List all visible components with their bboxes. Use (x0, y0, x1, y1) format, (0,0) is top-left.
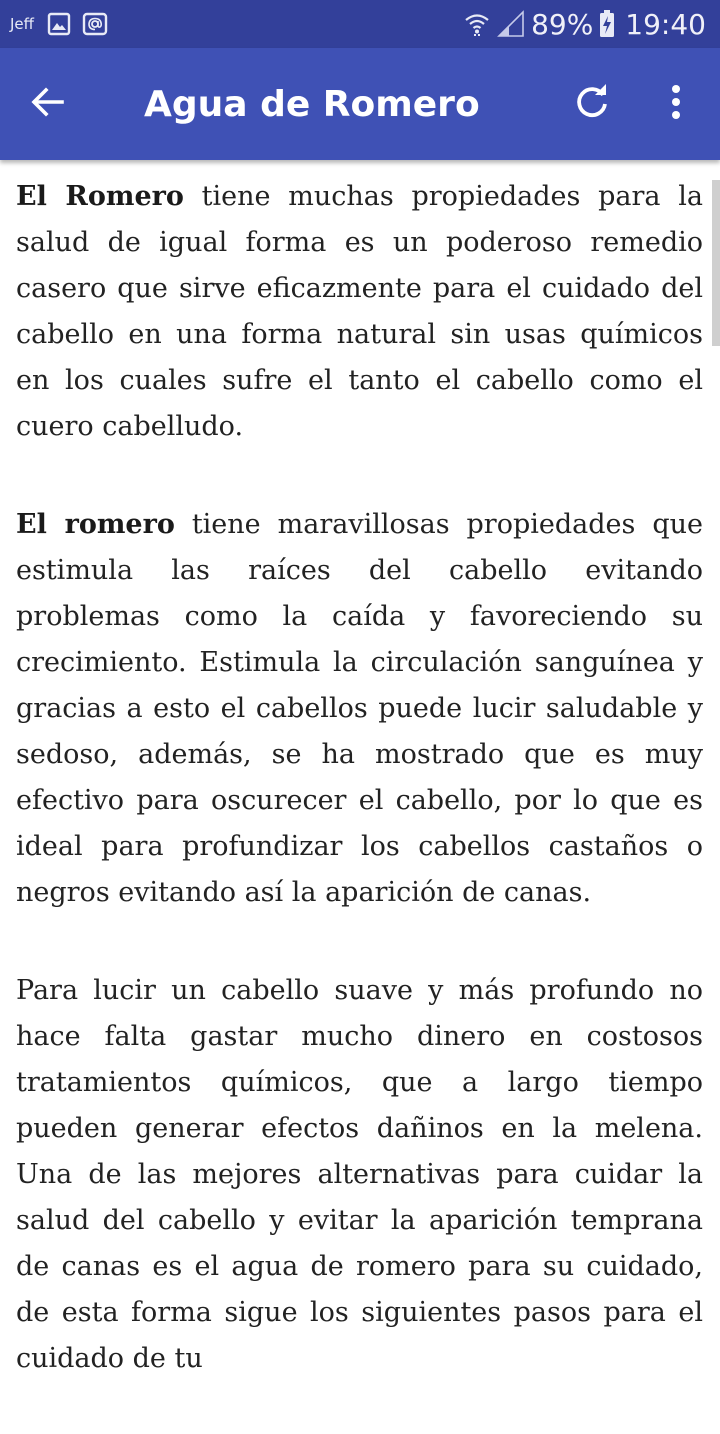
wifi-icon (463, 10, 491, 38)
status-right (463, 0, 706, 48)
back-button[interactable] (20, 76, 76, 132)
paragraph-2-text: tiene maravillosas propiedades que estimula las raíces del cabello evitando problemas como la caída y favoreciendo su crecimiento. Estimula la circulación sanguínea y gracias a esto el cabellos puede lucir saludable y sedoso, además, se ha mostrado que es muy efectivo para oscurecer el cabello, por lo que es ideal para profundizar los cabellos castaños o negros evitando así la aparición de canas. (16, 509, 703, 908)
carrier-label: Jeff (10, 15, 34, 33)
status-left (10, 0, 106, 48)
refresh-button[interactable] (564, 76, 620, 132)
more-vert-icon (670, 84, 682, 125)
battery-percent: 89% (531, 7, 594, 41)
clock: 19:40 (625, 7, 706, 41)
paragraph-1-text: tiene muchas propiedades para la salud de igual forma es un poderoso remedio casero que sirve eficazmente para el cuidado del cabello en una forma natural sin usas químicos en los cuales sufre el tanto el cabello como el cuero cabelludo. (16, 181, 703, 442)
app-bar (0, 48, 720, 160)
arrow-back-icon (30, 84, 66, 125)
at-sign-icon (84, 13, 106, 35)
paragraph-2-bold: El romero (16, 509, 175, 540)
paragraph-2 (16, 502, 703, 916)
page-title: Agua de Romero (144, 84, 480, 125)
scrollbar[interactable] (712, 180, 720, 346)
more-options-button[interactable] (648, 76, 704, 132)
battery-charging-icon (599, 10, 615, 38)
refresh-icon (573, 83, 611, 126)
article-body (16, 174, 703, 1434)
article-content[interactable] (0, 160, 720, 1374)
paragraph-1-bold: El Romero (16, 181, 184, 212)
signal-icon (497, 10, 525, 38)
status-bar (0, 0, 720, 48)
paragraph-1 (16, 174, 703, 450)
paragraph-3 (16, 968, 703, 1382)
image-icon (48, 13, 70, 35)
paragraph-3-text: Para lucir un cabello suave y más profundo no hace falta gastar mucho dinero en costosos tratamientos químicos, que a largo tiempo pueden generar efectos dañinos en la melena. Una de las mejores alternativas para cuidar la salud del cabello y evitar la aparición temprana de canas es el agua de romero para su cuidado, de esta forma sigue los siguientes pasos para el cuidado de tu (16, 975, 703, 1374)
